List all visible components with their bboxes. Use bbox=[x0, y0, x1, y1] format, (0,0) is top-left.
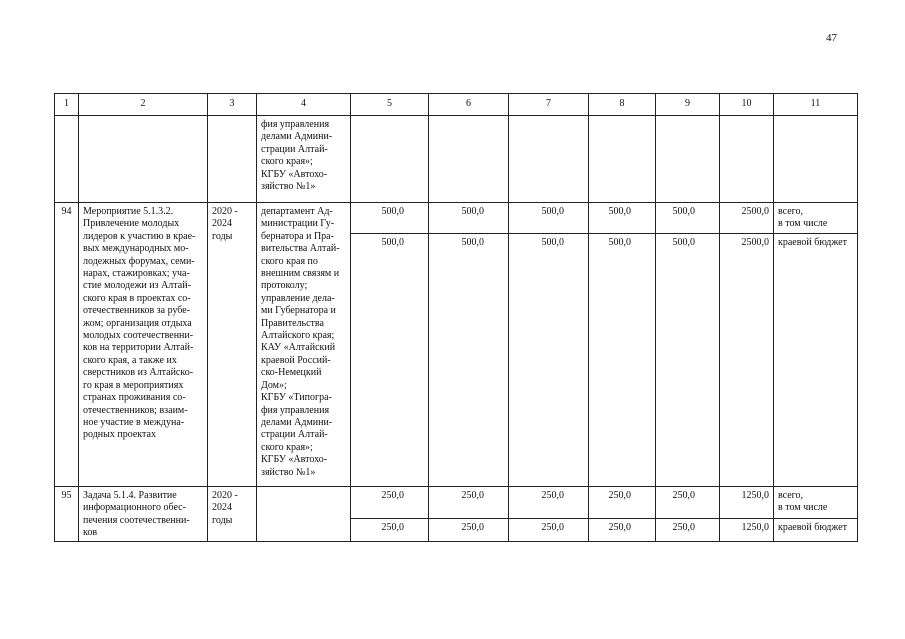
description-cell bbox=[79, 203, 208, 487]
value-cell: 500,0 bbox=[589, 233, 656, 486]
column-header: 2 bbox=[79, 94, 208, 116]
description-line: Мероприятие 5.1.3.2. bbox=[83, 206, 174, 217]
executor-line: фия управления bbox=[261, 404, 330, 416]
executor-line: бернатора и Пра- bbox=[261, 230, 334, 242]
period-line: годы bbox=[212, 230, 233, 242]
row-number-cell: 94 bbox=[55, 203, 79, 487]
value-cell: 500,0 bbox=[589, 203, 656, 234]
value-cell bbox=[589, 116, 656, 203]
executor-line: КГБУ «Автохо- bbox=[261, 454, 328, 466]
source-cell bbox=[774, 518, 858, 542]
executor-cell bbox=[257, 486, 351, 542]
executor-line: делами Админи- bbox=[261, 416, 333, 428]
period-line: 2020 - bbox=[212, 206, 238, 217]
executor-cell bbox=[257, 116, 351, 203]
total-cell: 1250,0 bbox=[720, 486, 774, 518]
executor-line: страции Алтай- bbox=[261, 143, 328, 155]
value-cell: 250,0 bbox=[429, 486, 509, 518]
column-header: 5 bbox=[351, 94, 429, 116]
description-line: странах проживания со- bbox=[83, 392, 186, 404]
description-line: го края в мероприятиях bbox=[83, 379, 184, 391]
total-cell: 2500,0 bbox=[720, 203, 774, 234]
page-number: 47 bbox=[826, 32, 837, 44]
value-cell: 250,0 bbox=[429, 518, 509, 542]
value-cell: 500,0 bbox=[509, 233, 589, 486]
column-header: 4 bbox=[257, 94, 351, 116]
row-number-cell: 95 bbox=[55, 486, 79, 542]
column-header: 1 bbox=[55, 94, 79, 116]
value-cell bbox=[351, 116, 429, 203]
executor-line: вительства Алтай- bbox=[261, 243, 340, 255]
executor-line: фия управления bbox=[261, 119, 330, 130]
source-cell bbox=[774, 203, 858, 234]
executor-line: КГБУ «Типогра- bbox=[261, 392, 332, 404]
value-cell: 250,0 bbox=[509, 518, 589, 542]
value-cell: 250,0 bbox=[351, 486, 429, 518]
executor-line: страции Алтай- bbox=[261, 429, 328, 441]
value-cell: 250,0 bbox=[351, 518, 429, 542]
value-cell: 500,0 bbox=[429, 233, 509, 486]
description-line: жом; организация отдыха bbox=[83, 317, 192, 329]
source-cell bbox=[774, 116, 858, 203]
program-activities-table bbox=[54, 93, 858, 542]
description-cell bbox=[79, 116, 208, 203]
column-header: 9 bbox=[656, 94, 720, 116]
executor-line: делами Админи- bbox=[261, 131, 333, 143]
executor-line: ского края по bbox=[261, 255, 318, 267]
funding-source-line: краевой бюджет bbox=[778, 521, 847, 533]
value-cell bbox=[509, 116, 589, 203]
executor-cell bbox=[257, 203, 351, 487]
table-row-94 bbox=[55, 203, 858, 234]
column-header: 6 bbox=[429, 94, 509, 116]
value-cell: 250,0 bbox=[656, 518, 720, 542]
total-cell: 2500,0 bbox=[720, 233, 774, 486]
description-cell bbox=[79, 486, 208, 542]
description-line: ное участие в междуна- bbox=[83, 416, 185, 428]
row-number-cell bbox=[55, 116, 79, 203]
description-line: нарах, стажировках; уча- bbox=[83, 268, 190, 280]
continuation-row bbox=[55, 116, 858, 203]
description-line: отечественников за рубе- bbox=[83, 305, 191, 317]
funding-source-line: всего, bbox=[778, 206, 804, 217]
executor-line: КАУ «Алтайский bbox=[261, 342, 336, 354]
description-line: ков на территории Алтай- bbox=[83, 342, 194, 354]
description-line: ков bbox=[83, 527, 98, 539]
executor-line: зяйство №1» bbox=[261, 466, 316, 478]
source-cell bbox=[774, 233, 858, 486]
value-cell: 500,0 bbox=[351, 233, 429, 486]
executor-line: КГБУ «Автохо- bbox=[261, 168, 328, 180]
period-line: 2024 bbox=[212, 218, 232, 230]
description-line: лодежных форумах, семи- bbox=[83, 255, 195, 267]
value-cell: 500,0 bbox=[429, 203, 509, 234]
period-line: годы bbox=[212, 514, 233, 526]
executor-line: управление дела- bbox=[261, 292, 335, 304]
description-line: вых международных мо- bbox=[83, 243, 189, 255]
description-line: родных проектах bbox=[83, 429, 156, 441]
header-row bbox=[55, 94, 858, 116]
description-line: молодых соотечественни- bbox=[83, 330, 194, 342]
column-header: 3 bbox=[208, 94, 257, 116]
period-line: 2020 - bbox=[212, 489, 238, 501]
description-line: ского края, а также их bbox=[83, 354, 177, 366]
executor-line: внешним связям и bbox=[261, 268, 340, 280]
value-cell: 250,0 bbox=[589, 486, 656, 518]
funding-source-line: в том числе bbox=[778, 218, 828, 230]
column-header: 8 bbox=[589, 94, 656, 116]
total-cell: 1250,0 bbox=[720, 518, 774, 542]
executor-line: ского края»; bbox=[261, 156, 313, 168]
period-cell bbox=[208, 203, 257, 487]
description-line: печения соотечественни- bbox=[83, 514, 190, 526]
executor-line: ско-Немецкий bbox=[261, 367, 322, 379]
value-cell bbox=[656, 116, 720, 203]
value-cell: 500,0 bbox=[656, 203, 720, 234]
value-cell bbox=[720, 116, 774, 203]
description-line: Задача 5.1.4. Развитие bbox=[83, 489, 177, 501]
column-header: 11 bbox=[774, 94, 858, 116]
executor-line: Дом»; bbox=[261, 379, 287, 391]
executor-line: протоколу; bbox=[261, 280, 308, 292]
funding-source-line: в том числе bbox=[778, 502, 828, 514]
executor-line: Правительства bbox=[261, 317, 324, 329]
value-cell: 250,0 bbox=[656, 486, 720, 518]
executor-line: департамент Ад- bbox=[261, 206, 333, 217]
value-cell: 500,0 bbox=[509, 203, 589, 234]
column-header: 10 bbox=[720, 94, 774, 116]
source-cell bbox=[774, 486, 858, 518]
table-row-95 bbox=[55, 486, 858, 518]
value-cell bbox=[429, 116, 509, 203]
description-line: сверстников из Алтайско- bbox=[83, 367, 194, 379]
executor-line: ского края»; bbox=[261, 441, 313, 453]
description-line: информационного обес- bbox=[83, 502, 186, 514]
value-cell: 500,0 bbox=[656, 233, 720, 486]
executor-line: Алтайского края; bbox=[261, 330, 335, 342]
column-header: 7 bbox=[509, 94, 589, 116]
value-cell: 500,0 bbox=[351, 203, 429, 234]
executor-line: министрации Гу- bbox=[261, 218, 335, 230]
funding-source-line: краевой бюджет bbox=[778, 236, 847, 248]
period-line: 2024 bbox=[212, 502, 232, 514]
description-line: стие молодежи из Алтай- bbox=[83, 280, 191, 292]
description-line: Привлечение молодых bbox=[83, 218, 180, 230]
executor-line: зяйство №1» bbox=[261, 181, 316, 193]
description-line: ского края в проектах со- bbox=[83, 292, 191, 304]
executor-line: краевой Россий- bbox=[261, 354, 331, 366]
description-line: лидеров к участию в крае- bbox=[83, 230, 196, 242]
description-line: отечественников; взаим- bbox=[83, 404, 188, 416]
funding-source-line: всего, bbox=[778, 489, 804, 501]
value-cell: 250,0 bbox=[589, 518, 656, 542]
period-cell bbox=[208, 116, 257, 203]
value-cell: 250,0 bbox=[509, 486, 589, 518]
period-cell bbox=[208, 486, 257, 542]
executor-line: ми Губернатора и bbox=[261, 305, 336, 317]
